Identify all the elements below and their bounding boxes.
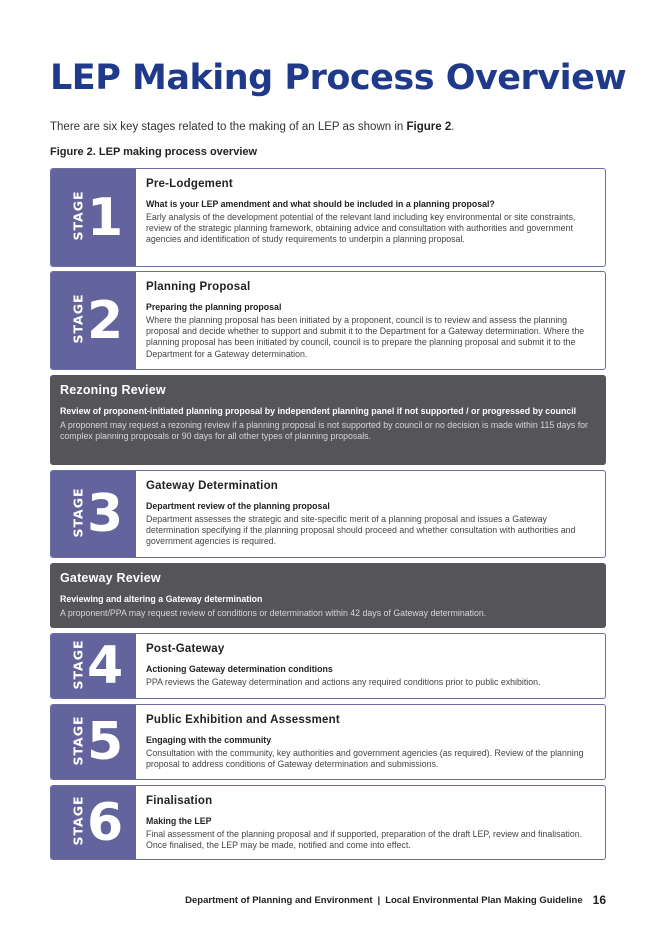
stage-3-body — [136, 471, 605, 557]
stage-4-subtitle: Actioning Gateway determination conditions — [146, 664, 333, 674]
stage-5-card — [50, 704, 606, 780]
stage-5-description: Consultation with the community, key authorities and government agencies (as required). Review of the planning proposal to address conditions of Gateway determination and submissions. — [146, 748, 584, 770]
stage-6-label: STAGE — [70, 795, 86, 846]
stage-4-title: Post-Gateway — [146, 643, 225, 655]
stage-6-body — [136, 786, 605, 859]
stage-1-card — [50, 168, 606, 267]
stage-3-number: 3 — [87, 484, 124, 544]
stage-6-subtitle: Making the LEP — [146, 816, 212, 826]
stage-6-card — [50, 785, 606, 860]
stage-5-subtitle: Engaging with the community — [146, 735, 272, 745]
page-footer — [185, 893, 606, 907]
footer-separator: | — [377, 894, 381, 906]
stage-4-body — [136, 634, 605, 698]
stage-6-description: Final assessment of the planning proposal and if supported, preparation of the draft LEP, review and finalisation. Once finalised, the LEP may be made, notified and come into effect. — [146, 829, 583, 851]
stage-3-description: Department assesses the strategic and site-specific merit of a planning proposal and issues a Gateway determination specifying if the planning proposal should proceed and whether consultation with authorities and government agencies is required. — [146, 514, 576, 547]
stage-4-number: 4 — [87, 636, 124, 696]
rezoning-review-subtitle: Review of proponent-initiated planning proposal by independent planning panel if not supported / or progressed by council — [60, 406, 577, 416]
intro-text: There are six key stages related to the making of an LEP as shown in — [50, 121, 407, 133]
intro-paragraph — [50, 121, 454, 133]
stage-3-card — [50, 470, 606, 558]
stage-5-number: 5 — [87, 712, 124, 772]
stage-2-panel — [51, 272, 136, 369]
stage-1-number: 1 — [87, 187, 124, 248]
stage-5-title: Public Exhibition and Assessment — [146, 714, 340, 726]
stage-3-subtitle: Department review of the planning proposal — [146, 501, 330, 511]
intro-end: . — [451, 121, 455, 133]
stage-5-label: STAGE — [70, 714, 86, 765]
rezoning-review-box — [50, 375, 606, 465]
stage-1-panel — [51, 169, 136, 266]
gateway-review-subtitle: Reviewing and altering a Gateway determination — [60, 594, 263, 604]
gateway-review-box — [50, 563, 606, 628]
figure-caption: Figure 2. LEP making process overview — [50, 146, 258, 158]
stage-1-subtitle: What is your LEP amendment and what should be included in a planning proposal? — [146, 199, 495, 209]
stage-3-panel — [51, 471, 136, 557]
gateway-review-title: Gateway Review — [60, 571, 161, 585]
page-title: LEP Making Process Overview — [50, 58, 627, 98]
stage-1-body — [136, 169, 605, 266]
stage-4-label: STAGE — [70, 638, 86, 689]
rezoning-review-title: Rezoning Review — [60, 383, 166, 397]
stage-4-panel — [51, 634, 136, 698]
stage-3-label: STAGE — [70, 486, 86, 537]
footer-department: Department of Planning and Environment — [185, 894, 373, 906]
stage-4-card — [50, 633, 606, 699]
rezoning-review-description: A proponent may request a rezoning review if a planning proposal is not supported by council or no decision is made within 115 days for complex planning proposals or 90 days for all other types of planning proposals. — [60, 420, 588, 442]
stage-3-title: Gateway Determination — [146, 480, 279, 492]
stage-2-number: 2 — [87, 290, 124, 351]
stage-5-panel — [51, 705, 136, 779]
stage-5-body — [136, 705, 605, 779]
stage-4-description: PPA reviews the Gateway determination and actions any required conditions prior to public exhibition. — [146, 677, 541, 687]
stage-2-description: Where the planning proposal has been initiated by a proponent, council is to review and assess the planning proposal and decide whether to support and submit it to the Department for a Gateway determination. Where the planning proposal has been initiated by council, council is to prepare the planning proposal and submit it to the Department for a Gateway determination. — [146, 315, 585, 359]
footer-guideline: Local Environmental Plan Making Guideline — [385, 894, 583, 906]
stage-2-body — [136, 272, 605, 369]
stage-1-label: STAGE — [70, 190, 86, 241]
stage-2-title: Planning Proposal — [146, 281, 251, 293]
stage-6-panel — [51, 786, 136, 859]
intro-figure-ref: Figure 2 — [406, 121, 452, 133]
stage-6-number: 6 — [87, 792, 124, 853]
stage-2-subtitle: Preparing the planning proposal — [146, 302, 282, 312]
stage-1-description: Early analysis of the development potential of the relevant land including key environmental or site constraints, review of the strategic planning framework, obtaining advice and consultation with authorities and government agencies and identification of study requirements to underpin a planning proposal. — [146, 212, 576, 245]
stage-2-label: STAGE — [70, 293, 86, 344]
gateway-review-description: A proponent/PPA may request review of conditions or determination within 42 days of Gateway determination. — [60, 608, 487, 619]
stage-1-title: Pre-Lodgement — [146, 178, 233, 190]
stage-6-title: Finalisation — [146, 795, 213, 807]
stage-2-card — [50, 271, 606, 370]
footer-page-number: 16 — [592, 893, 606, 907]
